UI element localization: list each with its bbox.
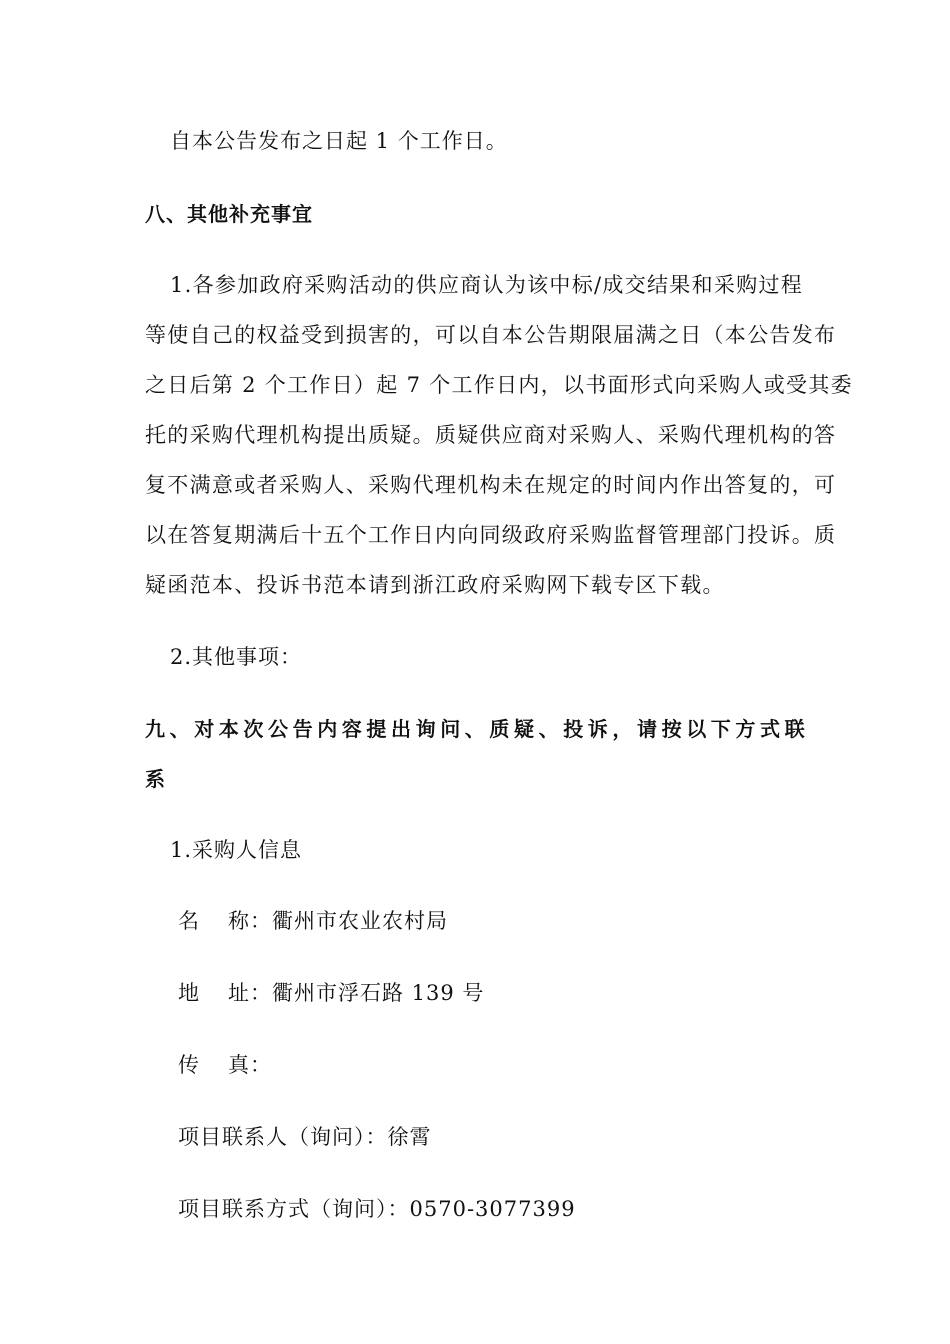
purchaser-contact-row: [178, 1122, 843, 1152]
purchaser-address-label-b: 址：: [228, 981, 272, 1005]
purchaser-name-label-b: 称：: [228, 909, 272, 933]
section-8-item-1-line-1: 1.各参加政府采购活动的供应商认为该中标/成交结果和采购过程: [170, 273, 804, 297]
purchaser-phone-value: 0570-3077399: [409, 1197, 576, 1221]
section-8-item-2: 2.其他事项：: [170, 645, 303, 669]
purchaser-address-label-a: 地: [178, 981, 200, 1005]
section-8-item-1-line-7: 疑函范本、投诉书范本请到浙江政府采购网下载专区下载。: [145, 573, 725, 597]
purchaser-contact-value: 徐霄: [387, 1125, 432, 1149]
section-8-item-1-line-5: 复不满意或者采购人、采购代理机构未在规定的时间内作出答复的，可: [145, 473, 837, 497]
section-8-item-1-line-3: 之日后第 2 个工作日）起 7 个工作日内，以书面形式向采购人或受其委: [145, 373, 853, 397]
purchaser-name-row: [178, 906, 843, 936]
purchaser-address-value: 衢州市浮石路 139 号: [272, 981, 485, 1005]
purchaser-phone-label: 项目联系方式（询问）：: [178, 1197, 410, 1221]
purchaser-address-row: [178, 978, 843, 1008]
section-8-heading: 八、其他补充事宜: [145, 202, 313, 226]
purchaser-phone-row: [178, 1194, 843, 1224]
announcement-period-text: 自本公告发布之日起 1 个工作日。: [170, 129, 508, 153]
purchaser-info-title: 1.采购人信息: [170, 838, 303, 862]
purchaser-fax-label-b: 真：: [228, 1053, 272, 1077]
section-9-heading-line-2: 系: [145, 767, 166, 791]
purchaser-contact-label: 项目联系人（询问）：: [178, 1125, 388, 1149]
section-8-item-1-line-4: 托的采购代理机构提出质疑。质疑供应商对采购人、采购代理机构的答: [145, 423, 837, 447]
section-9-heading-line-1: 九、对本次公告内容提出询问、质疑、投诉，请按以下方式联: [145, 717, 810, 741]
purchaser-name-value: 衢州市农业农村局: [272, 909, 448, 933]
purchaser-fax-label-a: 传: [178, 1053, 200, 1077]
purchaser-name-label-a: 名: [178, 909, 200, 933]
purchaser-fax-row: [178, 1050, 843, 1080]
section-8-item-1-line-2: 等使自己的权益受到损害的，可以自本公告期限届满之日（本公告发布: [145, 323, 837, 347]
section-8-item-1-line-6: 以在答复期满后十五个工作日内向同级政府采购监督管理部门投诉。质: [145, 523, 837, 547]
